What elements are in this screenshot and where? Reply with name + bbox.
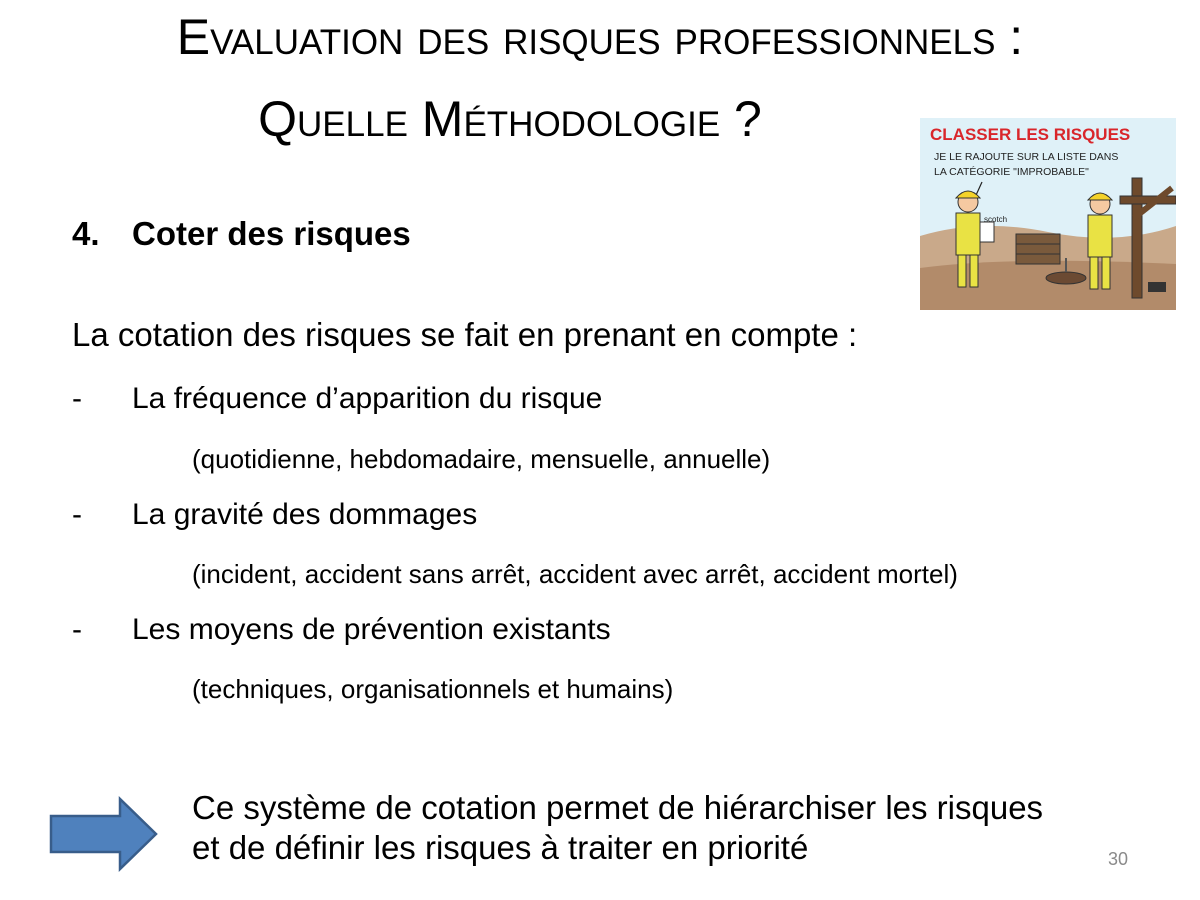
section-heading [72, 215, 411, 253]
bullet-marker: - [72, 382, 82, 415]
conclusion-line-2: et de définir les risques à traiter en priorité [192, 829, 809, 866]
bullet-marker: - [72, 613, 82, 646]
arrow-right-icon [48, 796, 160, 872]
cartoon-caption-line-1: JE LE RAJOUTE SUR LA LISTE DANS [934, 151, 1119, 163]
section-number: 4. [72, 215, 100, 252]
slide-title-line-1: Evaluation des risques professionnels : [176, 9, 1024, 65]
cartoon-illustration [920, 118, 1176, 310]
bullet-item [72, 498, 477, 532]
conclusion-line-1: Ce système de cotation permet de hiérarchiser les risques [192, 789, 1044, 826]
intro-text: La cotation des risques se fait en prenant en compte : [72, 316, 858, 353]
cartoon-caption-title: CLASSER LES RISQUES [930, 125, 1131, 144]
cartoon-caption-small: scotch [984, 215, 1008, 224]
bullet-label: La gravité des dommages [132, 498, 478, 531]
section-title: Coter des risques [132, 215, 411, 252]
bullet-item [72, 613, 611, 647]
bullet-marker: - [72, 498, 82, 531]
page-number: 30 [1107, 849, 1128, 869]
bullet-detail: (techniques, organisationnels et humains) [192, 674, 674, 704]
bullet-detail: (quotidienne, hebdomadaire, mensuelle, annuelle) [192, 444, 771, 474]
conclusion-text [192, 788, 1043, 868]
bullet-detail: (incident, accident sans arrêt, accident avec arrêt, accident mortel) [192, 559, 958, 589]
cartoon-caption-line-2: LA CATÉGORIE "IMPROBABLE" [934, 166, 1089, 178]
slide-title-line-2: Quelle Méthodologie ? [258, 91, 762, 147]
bullet-item [72, 382, 602, 416]
bullet-label: Les moyens de prévention existants [132, 613, 611, 646]
bullet-label: La fréquence d’apparition du risque [132, 382, 603, 415]
